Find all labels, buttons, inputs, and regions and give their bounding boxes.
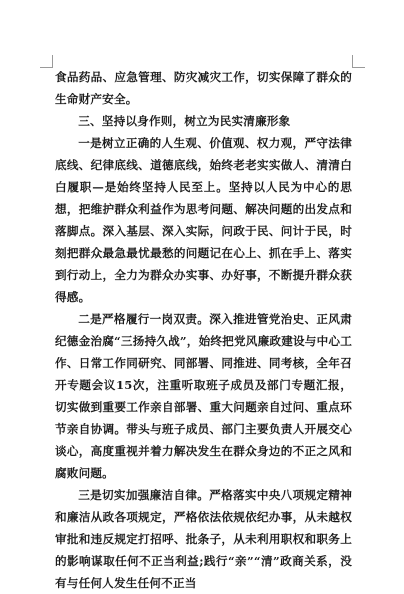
section-heading: 三、坚持以身作则，树立为民实清廉形象 (78, 114, 291, 128)
crop-mark-top-right (352, 55, 365, 68)
paragraph-third-point: 三是切实加强廉洁自律。严格落实中央八项规定精神和廉洁从政各项规定，严格依法依规依纪办事，从未越权审批和违反规定打招呼、批条子，从未利用职权和职务上的影响谋取任何不正当利益;践行“亲”“清”政商关系，没有与任何人发生任何不正当 (55, 488, 352, 590)
paragraph-second-point: 二是严格履行一岗双责。深入推进管党治史、正风肃纪德金治腐“三扬持久战”，始终把党风廉政建设与中心工作、日常工作同研究、同部署、同推进、同考核，全年召开专题会议15次，注重听取班子成员及部门专题汇报，切实做到重要工作亲自部署、重大问题亲自过问、重点环节亲自协调。带头与班子成员、部门主要负责人开展交心谈心，高度重视并着力解决发生在群众身边的不正之风和腐败问题。 (55, 312, 352, 480)
paragraph-continuation: 食品药品、应急管理、防灾减灾工作，切实保障了群众的生命财产安全。 (55, 70, 352, 106)
paragraph-first-point: 一是树立正确的人生观、价值观、权力观，严守法律底线、纪律底线、道德底线，始终老老实实做人、清清白白履职—是始终坚持人民至上。坚持以人民为中心的思想，把维护群众利益作为思考问题、解决问题的出发点和落脚点。深入基层、深入实际，问政于民、问计于民，时刻把群众最急最忧最愁的问题记在心上、抓在手上、落实到行动上，全力为群众办实事、办好事，不断提升群众获得感。 (55, 136, 352, 304)
document-body (55, 66, 352, 594)
crop-mark-top-left (40, 55, 53, 68)
